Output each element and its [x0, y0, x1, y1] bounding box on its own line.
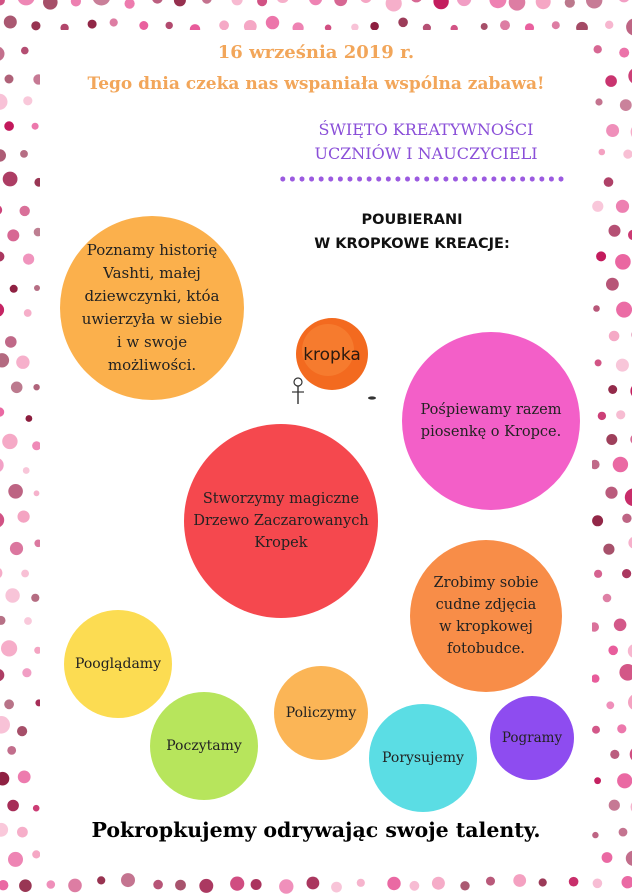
border-dot	[586, 0, 602, 9]
border-dot	[609, 225, 621, 237]
border-dot	[232, 0, 243, 5]
border-dot	[0, 407, 4, 416]
border-dot	[279, 879, 293, 893]
border-dot	[593, 305, 600, 312]
border-dot	[565, 0, 575, 8]
border-dot	[628, 537, 632, 549]
border-dot	[432, 877, 445, 890]
border-dot	[47, 880, 56, 889]
border-dot	[616, 200, 629, 213]
border-dot	[230, 877, 244, 891]
border-dot	[626, 851, 632, 866]
bubble-history	[60, 216, 244, 400]
border-dot	[569, 877, 579, 887]
border-dot	[616, 302, 632, 318]
border-dot	[7, 746, 16, 755]
border-dot	[166, 22, 173, 29]
border-dot	[68, 879, 82, 893]
bubble-read	[150, 692, 258, 800]
bubble-count	[274, 666, 368, 760]
border-dot	[398, 18, 408, 28]
border-dot	[0, 458, 4, 473]
border-dot	[592, 201, 603, 212]
border-dot	[357, 879, 365, 887]
border-dot	[457, 0, 471, 6]
bubble-watch	[64, 610, 172, 718]
bubble-song	[402, 332, 580, 510]
border-dot	[509, 0, 526, 11]
border-dot	[595, 359, 602, 366]
border-dot	[174, 0, 186, 6]
border-dot	[602, 852, 613, 863]
border-dot	[598, 412, 606, 420]
border-dot	[153, 880, 163, 890]
border-dot	[10, 542, 23, 555]
border-dot	[500, 20, 510, 30]
border-dot	[386, 0, 402, 12]
border-dot	[433, 0, 448, 9]
border-dot	[309, 0, 322, 5]
border-dot	[460, 881, 469, 890]
bubble-watch-text: Pooglądamy	[75, 656, 161, 672]
border-dot	[489, 0, 506, 8]
border-dot	[0, 149, 6, 161]
bubble-play-text: Pogramy	[501, 730, 563, 746]
kropka-book-logo-icon	[282, 312, 378, 408]
event-name-line2: UCZNIÓW I NAUCZYCIELI	[314, 144, 538, 163]
border-dot	[21, 570, 29, 578]
border-dot	[628, 230, 632, 240]
border-dot	[20, 206, 30, 216]
border-dot	[608, 385, 617, 394]
border-dot	[622, 514, 631, 523]
border-dot	[331, 882, 342, 893]
event-name-line1: ŚWIĘTO KREATYWNOŚCI	[318, 120, 534, 139]
bubble-tree	[184, 424, 378, 618]
border-dot	[606, 278, 619, 291]
bubble-photo	[410, 540, 562, 692]
border-dot	[23, 96, 32, 105]
border-dot	[360, 0, 372, 3]
border-dot	[43, 0, 58, 10]
border-dot	[4, 16, 17, 29]
border-dot	[628, 694, 632, 711]
border-dot	[0, 772, 9, 786]
bubble-song-text: Pośpiewamy razem piosenkę o Kropce.	[420, 402, 562, 440]
border-dot	[596, 251, 606, 261]
border-dot	[410, 881, 420, 891]
border-dot	[592, 515, 603, 526]
border-dot	[591, 674, 599, 682]
border-dot	[24, 617, 32, 625]
border-dot	[595, 98, 602, 105]
border-dot	[8, 484, 23, 499]
border-dot	[552, 21, 560, 29]
border-dot	[4, 121, 14, 131]
border-dot	[616, 410, 625, 419]
border-dot	[622, 569, 631, 578]
event-tagline: Tego dnia czeka nas wspaniała wspólna zabawa!	[87, 74, 545, 94]
border-dot	[0, 880, 8, 890]
border-dot	[617, 773, 632, 788]
border-dot	[615, 254, 631, 270]
border-dot	[32, 123, 39, 130]
border-dot	[594, 777, 601, 784]
border-dot	[257, 0, 267, 6]
border-dot	[625, 488, 632, 506]
border-dot	[97, 876, 105, 884]
border-dot	[606, 124, 619, 137]
border-dot	[0, 512, 4, 528]
border-dot	[152, 0, 163, 4]
border-dot	[18, 510, 30, 522]
border-dot	[202, 0, 212, 4]
border-dot	[22, 668, 31, 677]
border-dot	[110, 18, 118, 26]
bubble-count-text: Policzymy	[285, 705, 357, 721]
border-dot	[626, 18, 632, 35]
border-dot	[33, 805, 40, 812]
border-dot	[618, 0, 630, 2]
footer-slogan: Pokropkujemy odrywając swoje talenty.	[91, 818, 541, 842]
dotted-divider	[278, 176, 566, 182]
border-dot	[307, 877, 320, 890]
border-dot	[610, 750, 619, 759]
border-dot	[5, 336, 17, 348]
bubble-photo-text: Zrobimy sobie cudne zdjęcia w kropkowej fotobudce.	[433, 575, 539, 657]
border-dot	[276, 0, 289, 3]
border-dot	[623, 150, 632, 159]
border-dot	[11, 382, 23, 394]
border-dot	[0, 567, 2, 579]
border-dot	[410, 0, 422, 2]
border-dot	[17, 726, 27, 736]
border-dot	[17, 0, 35, 5]
border-dot	[486, 877, 495, 886]
border-dot	[605, 21, 613, 29]
border-dot	[199, 879, 213, 893]
border-dot	[613, 457, 628, 472]
border-dot	[121, 873, 135, 887]
bubble-draw	[369, 704, 477, 812]
border-dot	[0, 303, 4, 317]
border-dot	[536, 0, 551, 9]
bubble-history-text: Poznamy historię Vashti, małej dziewczynki, któa uwierzyła w siebie i w swoje możliwości.	[81, 241, 223, 374]
bubble-read-text: Poczytamy	[166, 738, 242, 754]
border-dot	[0, 205, 2, 214]
border-dot	[0, 94, 8, 110]
event-date: 16 września 2019 r.	[217, 42, 415, 63]
border-dot	[616, 359, 629, 372]
border-dot	[139, 21, 148, 30]
border-dot	[0, 669, 4, 682]
border-dot	[619, 664, 632, 681]
border-dot	[125, 0, 135, 9]
border-dot	[628, 644, 632, 658]
border-dot	[622, 876, 632, 888]
border-dot	[20, 150, 28, 158]
logo-title: kropka	[303, 345, 361, 365]
border-dot	[10, 285, 18, 293]
border-dot	[0, 252, 4, 262]
border-dot	[617, 724, 626, 733]
border-dot	[18, 771, 31, 784]
border-dot	[539, 878, 547, 886]
border-dot	[606, 701, 614, 709]
border-dot	[593, 879, 603, 889]
border-dot	[23, 254, 34, 265]
border-dot	[609, 800, 620, 811]
border-dot	[594, 570, 602, 578]
border-dot	[251, 879, 262, 890]
border-dot	[34, 490, 40, 496]
border-dot	[7, 229, 19, 241]
border-dot	[2, 434, 17, 449]
border-dot	[614, 619, 627, 632]
border-dot	[334, 0, 347, 6]
border-dot	[4, 699, 14, 709]
border-dot	[604, 177, 614, 187]
border-dot	[599, 149, 606, 156]
dress-code-line2: W KROPKOWE KREACJE:	[314, 236, 510, 252]
border-dot	[7, 800, 19, 812]
border-dot	[0, 353, 9, 367]
border-dot	[608, 646, 618, 656]
border-dot	[605, 487, 617, 499]
border-dot	[0, 716, 10, 734]
border-dot	[387, 877, 400, 890]
border-dot	[26, 415, 33, 422]
border-dot	[620, 99, 632, 111]
border-dot	[592, 726, 600, 734]
border-dot	[16, 356, 29, 369]
border-dot	[175, 880, 186, 891]
border-dot	[71, 0, 81, 7]
border-dot	[23, 467, 30, 474]
border-dot	[88, 20, 97, 29]
border-dot	[8, 852, 23, 867]
border-dot	[31, 21, 40, 30]
border-dot	[603, 544, 614, 555]
border-dot	[219, 20, 229, 30]
border-dot	[606, 434, 617, 445]
border-dot	[3, 172, 18, 187]
border-dot	[1, 640, 17, 656]
bubble-draw-text: Porysujemy	[382, 750, 464, 766]
bubble-play	[490, 696, 574, 780]
bubble-tree-text: Stworzymy magiczne Drzewo Zaczarowanych Kropek	[193, 491, 369, 551]
border-dot	[92, 0, 110, 6]
border-dot	[266, 16, 279, 29]
border-dot	[5, 588, 19, 602]
border-dot	[481, 23, 488, 30]
border-dot	[603, 594, 612, 603]
dress-code-line1: POUBIERANI	[361, 212, 463, 228]
border-dot	[609, 331, 620, 342]
border-dot	[24, 309, 32, 317]
border-dot	[33, 384, 39, 390]
border-dot	[513, 874, 526, 887]
border-dot	[31, 594, 39, 602]
border-dot	[0, 0, 5, 6]
border-dot	[0, 616, 6, 625]
border-dot	[19, 879, 32, 892]
